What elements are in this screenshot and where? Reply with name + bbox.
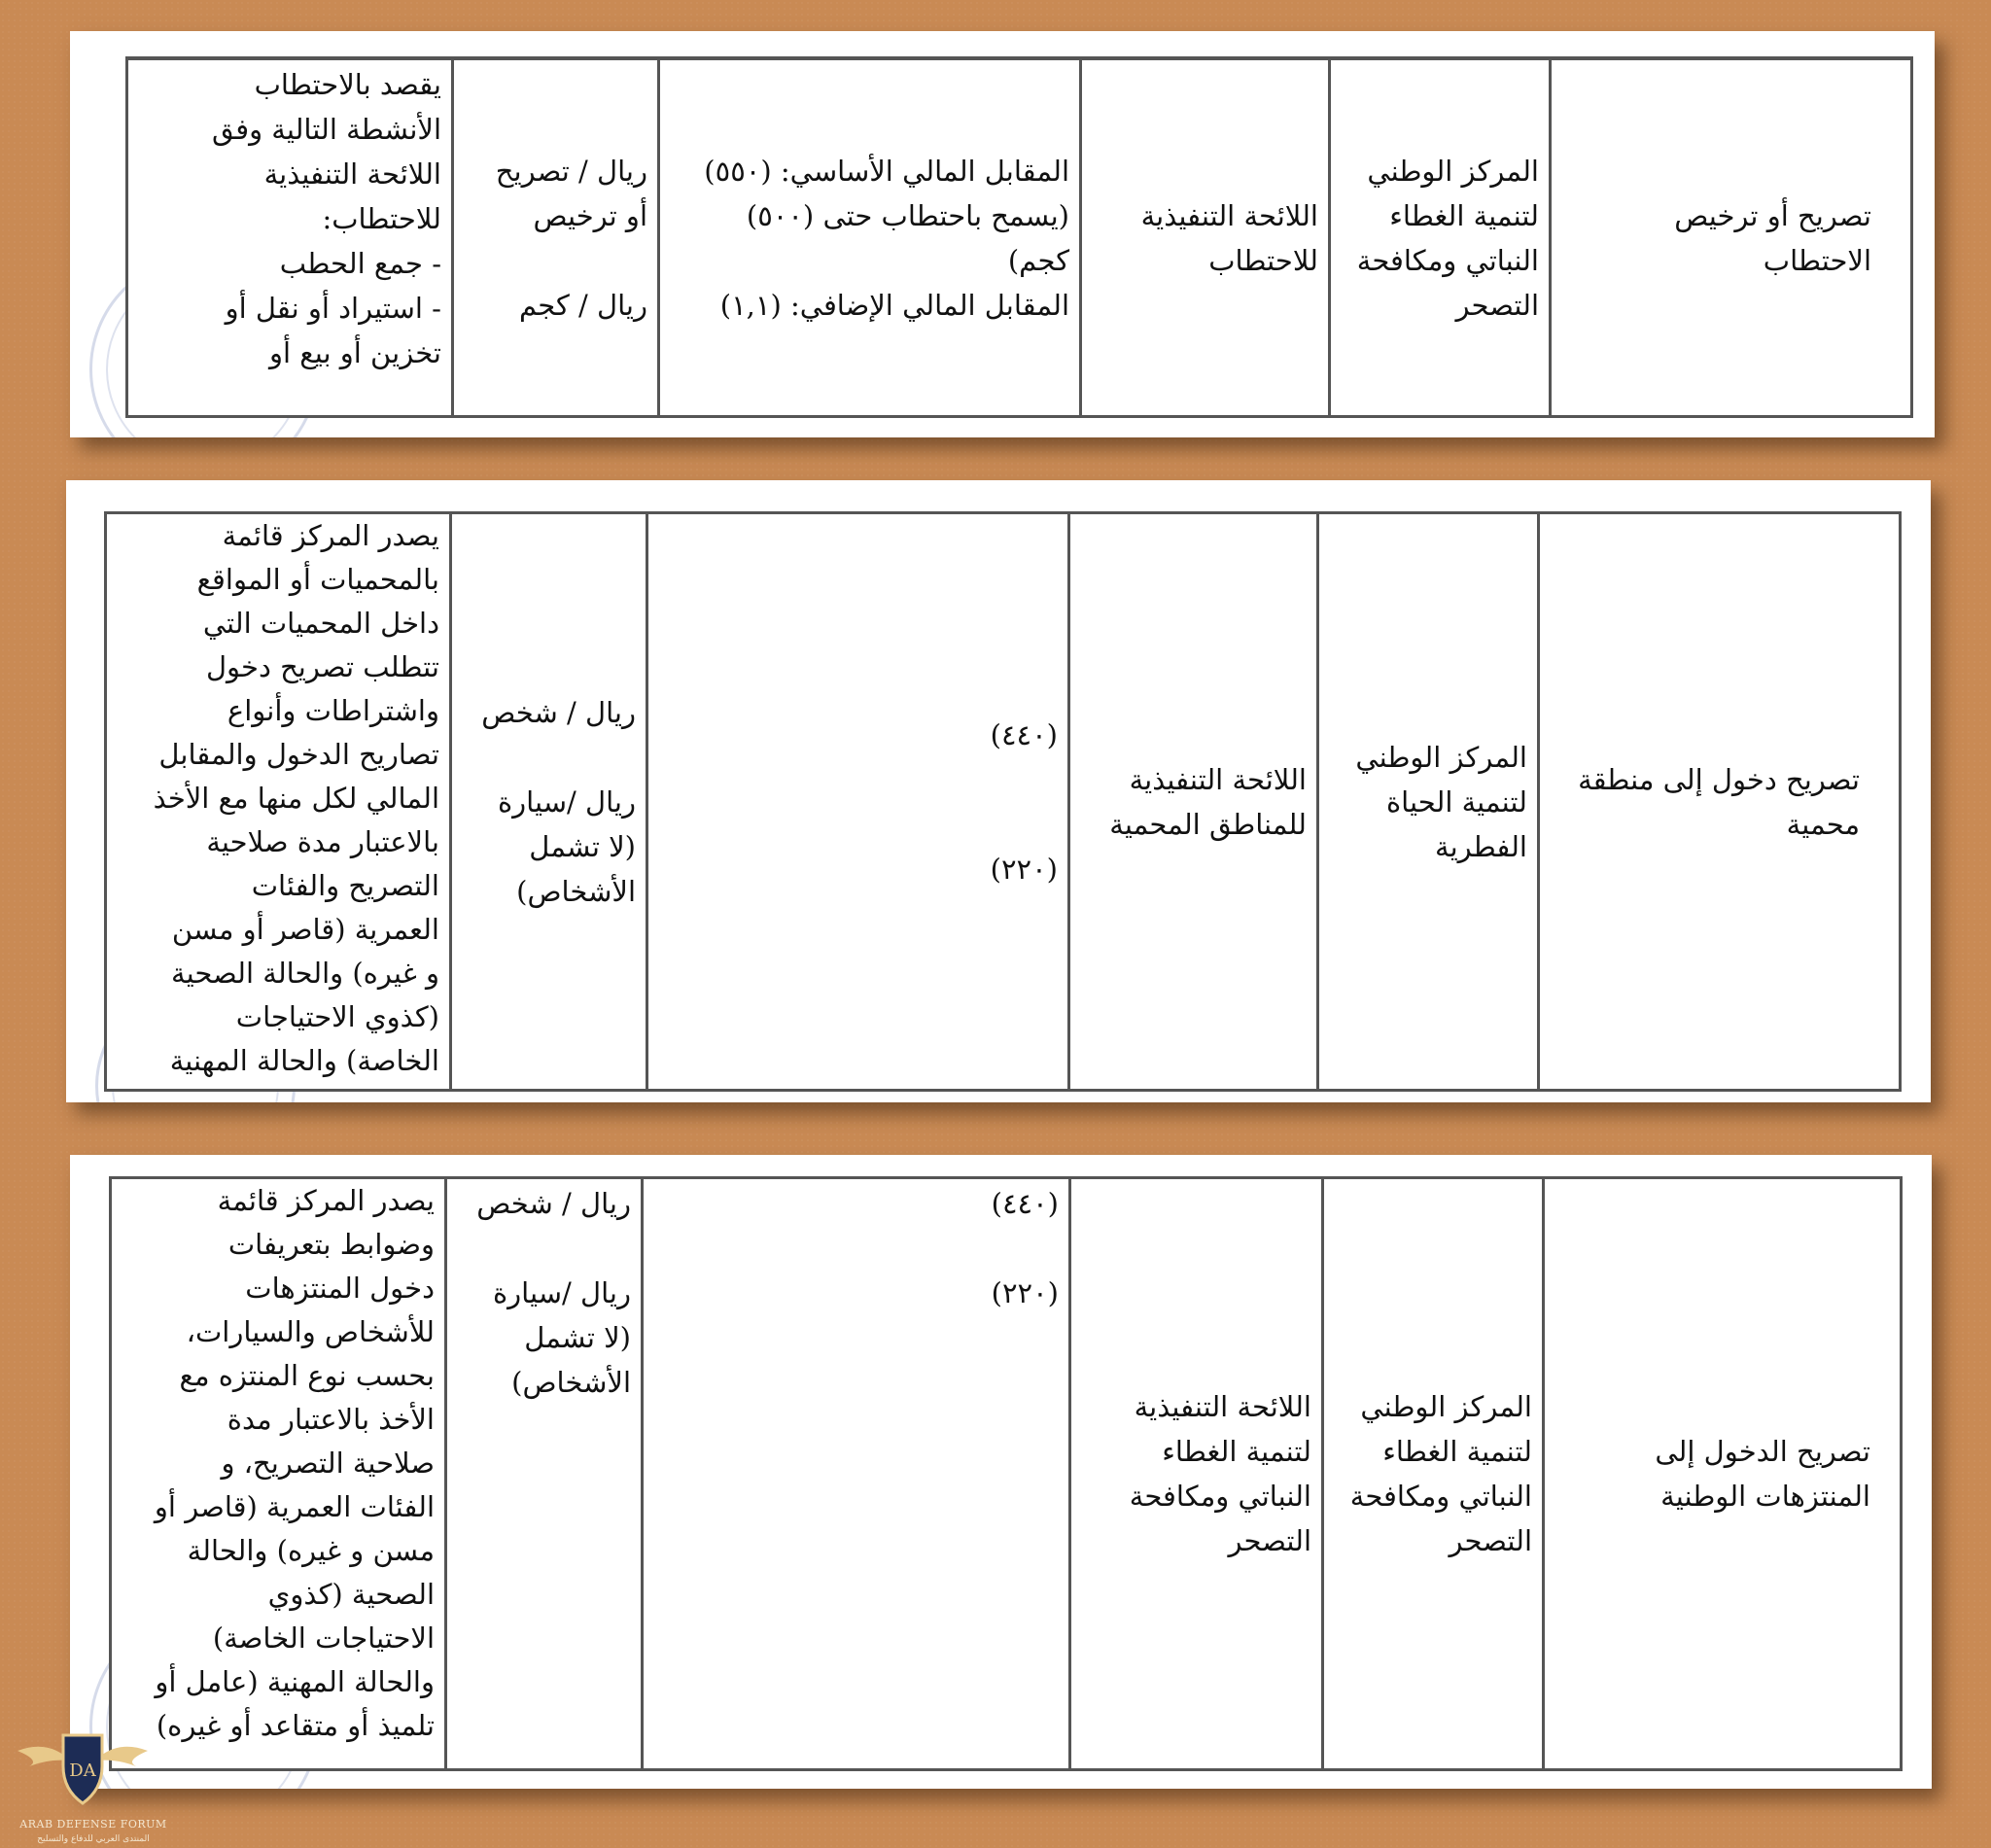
fees-table-1 xyxy=(125,56,1913,418)
note-line: الأنشطة التالية وفق xyxy=(212,113,441,146)
regulation-cell xyxy=(1069,513,1318,1091)
fee-cell xyxy=(647,513,1069,1091)
note-line: دخول المنتزهات xyxy=(245,1272,435,1305)
service-name-cell xyxy=(1551,58,1912,417)
note-line: بالاعتبار مدة صلاحية xyxy=(206,825,439,858)
fee-line: المقابل المالي الأساسي: (٥٥٠) xyxy=(704,154,1069,188)
authority-line: المركز الوطني xyxy=(1360,1390,1532,1423)
note-line: يصدر المركز قائمة xyxy=(222,519,439,552)
note-line: - جمع الحطب xyxy=(279,247,441,280)
note-line: والحالة المهنية (عامل أو xyxy=(155,1665,435,1698)
authority-line: لتنمية الغطاء xyxy=(1382,1435,1532,1468)
regulation-cell xyxy=(1081,58,1330,417)
unit-line: ريال /سيارة xyxy=(492,1276,631,1309)
watermark-monogram: DA xyxy=(69,1761,96,1781)
note-line: داخل المحميات التي xyxy=(202,607,439,640)
fee-line: (٤٤٠) xyxy=(991,1187,1059,1220)
regulation-line: للاحتطاب xyxy=(1208,243,1318,277)
note-line: الخاصة) والحالة المهنية xyxy=(169,1044,439,1077)
unit-line: (لا تشمل xyxy=(529,829,636,863)
note-line: تلميذ أو متقاعد أو غيره) xyxy=(156,1709,435,1742)
note-line: العمرية (قاصر أو مسن xyxy=(171,913,439,946)
authority-line: النباتي ومكافحة xyxy=(1356,243,1539,277)
notes-cell xyxy=(127,58,453,417)
service-name: تصريح الدخول إلى المنتزهات الوطنية xyxy=(1655,1435,1870,1513)
note-line: بالمحميات أو المواقع xyxy=(196,563,439,596)
unit-line: ريال / تصريح xyxy=(495,154,647,188)
authority-line: لتنمية الحياة xyxy=(1385,785,1527,819)
regulation-line: اللائحة التنفيذية xyxy=(1140,198,1318,232)
authority-line: النباتي ومكافحة xyxy=(1349,1480,1532,1513)
note-line: الفئات العمرية (قاصر أو xyxy=(154,1490,435,1523)
document-panel-2 xyxy=(66,480,1931,1102)
note-line: - استيراد أو نقل أو xyxy=(225,292,441,325)
notes-cell xyxy=(111,1178,446,1770)
authority-line: التصحر xyxy=(1449,1524,1532,1557)
watermark-arabic-label: المنتدى العربي للدفاع والتسليح xyxy=(37,1834,150,1844)
fee-line: (٤٤٠) xyxy=(990,717,1058,751)
note-line: الاحتياجات الخاصة) xyxy=(212,1621,435,1655)
note-line: مسن و غيره) والحالة xyxy=(187,1534,435,1567)
note-line: صلاحية التصريح، و xyxy=(221,1447,435,1480)
authority-line: المركز الوطني xyxy=(1367,154,1539,188)
service-name: تصريح أو ترخيص الاحتطاب xyxy=(1674,198,1871,277)
unit-cell xyxy=(446,1178,643,1770)
fees-table-3 xyxy=(109,1176,1903,1771)
unit-line: (لا تشمل xyxy=(524,1321,631,1354)
note-line: اللائحة التنفيذية xyxy=(263,157,441,191)
regulation-line: اللائحة التنفيذية xyxy=(1134,1390,1311,1423)
unit-line: أو ترخيص xyxy=(533,198,647,232)
regulation-line: لتنمية الغطاء xyxy=(1162,1435,1311,1468)
watermark-label: ARAB DEFENSE FORUM xyxy=(19,1818,167,1831)
fee-cell xyxy=(659,58,1081,417)
note-line: يصدر المركز قائمة xyxy=(217,1184,435,1217)
unit-line: ريال / كجم xyxy=(518,288,647,322)
fee-cell xyxy=(643,1178,1070,1770)
regulation-line: النباتي ومكافحة xyxy=(1129,1480,1311,1513)
authority-line: الفطرية xyxy=(1435,829,1527,863)
authority-cell xyxy=(1318,513,1539,1091)
service-name-cell xyxy=(1544,1178,1902,1770)
unit-line: ريال / شخص xyxy=(476,1187,631,1220)
note-line: تتطلب تصريح دخول xyxy=(205,650,439,683)
document-panel-3 xyxy=(70,1155,1932,1789)
unit-cell xyxy=(453,58,659,417)
fees-table-2 xyxy=(104,511,1902,1092)
note-line: تخزين أو بيع أو xyxy=(269,336,441,369)
shield-wings-icon xyxy=(10,1722,156,1819)
unit-line: الأشخاص) xyxy=(516,874,636,908)
authority-line: التصحر xyxy=(1455,288,1539,322)
note-line: يقصد بالاحتطاب xyxy=(254,68,441,101)
regulation-line: التصحر xyxy=(1228,1524,1311,1557)
note-line: (كذوي الاحتياجات xyxy=(235,1000,439,1033)
unit-line: الأشخاص) xyxy=(511,1366,631,1399)
fee-line: (٢٢٠) xyxy=(990,852,1058,886)
notes-cell xyxy=(106,513,451,1091)
note-line: للاحتطاب: xyxy=(322,202,441,235)
fee-line: (يسمح باحتطاب حتى (٥٠٠) xyxy=(746,198,1069,232)
fee-line: كجم) xyxy=(1007,243,1069,277)
authority-cell xyxy=(1323,1178,1544,1770)
authority-cell xyxy=(1330,58,1551,417)
note-line: المالي لكل منها مع الأخذ xyxy=(153,782,439,815)
authority-line: المركز الوطني xyxy=(1355,740,1527,774)
note-line: الأخذ بالاعتبار مدة xyxy=(227,1403,435,1436)
note-line: التصريح والفئات xyxy=(251,869,439,902)
note-line: و غيره) والحالة الصحية xyxy=(171,957,439,990)
note-line: واشتراطات وأنواع xyxy=(227,694,439,727)
note-line: وضوابط بتعريفات xyxy=(227,1228,435,1261)
unit-cell xyxy=(451,513,647,1091)
note-line: تصاريح الدخول والمقابل xyxy=(158,738,439,771)
fee-line: المقابل المالي الإضافي: (١,١) xyxy=(719,288,1069,322)
document-panel-1 xyxy=(70,31,1935,437)
note-line: الصحية (كذوي xyxy=(267,1578,435,1611)
unit-line: ريال / شخص xyxy=(481,695,636,729)
service-name-cell xyxy=(1539,513,1901,1091)
note-line: للأشخاص والسيارات، xyxy=(186,1315,435,1348)
authority-line: لتنمية الغطاء xyxy=(1389,198,1539,232)
regulation-line: اللائحة التنفيذية xyxy=(1129,762,1307,796)
regulation-cell xyxy=(1070,1178,1323,1770)
unit-line: ريال /سيارة xyxy=(497,785,636,819)
fee-line: (٢٢٠) xyxy=(991,1276,1059,1309)
service-name: تصريح دخول إلى منطقة محمية xyxy=(1578,762,1860,841)
forum-watermark-logo xyxy=(10,1722,167,1844)
regulation-line: للمناطق المحمية xyxy=(1109,807,1307,841)
note-line: بحسب نوع المنتزه مع xyxy=(179,1359,435,1392)
